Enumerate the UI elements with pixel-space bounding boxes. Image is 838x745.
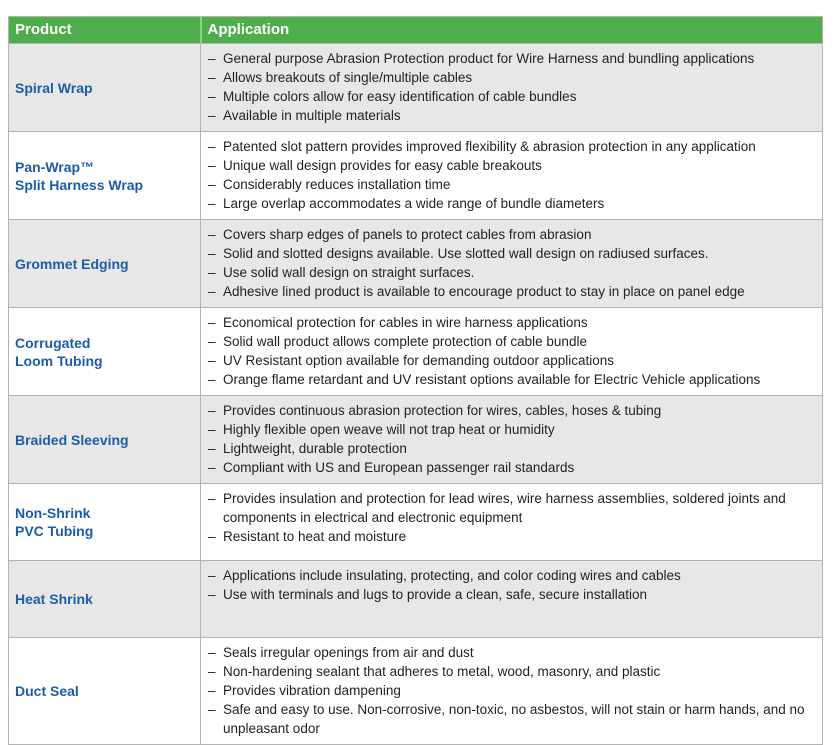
bullet-dash: – (208, 334, 216, 349)
bullet-text: Seals irregular openings from air and dust (223, 645, 474, 660)
bullet-dash: – (208, 89, 216, 104)
bullet-dash: – (208, 265, 216, 280)
bullet-text: UV Resistant option available for demanding outdoor applications (223, 353, 614, 368)
application-bullet (208, 225, 814, 244)
bullet-text: Compliant with US and European passenger rail standards (223, 460, 575, 475)
application-bullet (208, 175, 814, 194)
bullet-text: Orange flame retardant and UV resistant options available for Electric Vehicle applications (223, 372, 761, 387)
column-header-application: Application (201, 17, 823, 44)
header-row (9, 17, 823, 44)
product-name: Spiral Wrap (9, 44, 201, 132)
application-bullet (208, 681, 814, 700)
application-bullet (208, 87, 814, 106)
product-name: Braided Sleeving (9, 396, 201, 484)
table-row (9, 638, 823, 745)
table-body (9, 44, 823, 745)
bullet-dash: – (208, 315, 216, 330)
bullet-dash: – (208, 227, 216, 242)
bullet-text: Economical protection for cables in wire harness applications (223, 315, 588, 330)
application-bullet (208, 49, 814, 68)
application-list (201, 44, 823, 132)
bullet-text: Available in multiple materials (223, 108, 401, 123)
application-list (201, 484, 823, 561)
bullet-dash: – (208, 529, 216, 544)
bullet-dash: – (208, 51, 216, 66)
application-bullet (208, 68, 814, 87)
product-name: Non-Shrink PVC Tubing (9, 484, 201, 561)
bullet-text: Large overlap accommodates a wide range of bundle diameters (223, 196, 605, 211)
bullet-dash: – (208, 108, 216, 123)
product-name: Pan-Wrap™ Split Harness Wrap (9, 132, 201, 220)
application-list (201, 132, 823, 220)
bullet-dash: – (208, 177, 216, 192)
product-name: Grommet Edging (9, 220, 201, 308)
table-row (9, 484, 823, 561)
application-bullet (208, 156, 814, 175)
bullet-text: Resistant to heat and moisture (223, 529, 407, 544)
bullet-dash: – (208, 702, 216, 717)
bullet-text: Safe and easy to use. Non-corrosive, non-toxic, no asbestos, will not stain or harm hands, and no unpleasant odor (223, 702, 805, 736)
bullet-dash: – (208, 645, 216, 660)
bullet-dash: – (208, 683, 216, 698)
bullet-text: Solid and slotted designs available. Use slotted wall design on radiused surfaces. (223, 246, 709, 261)
bullet-text: Allows breakouts of single/multiple cables (223, 70, 473, 85)
bullet-dash: – (208, 158, 216, 173)
bullet-text: General purpose Abrasion Protection product for Wire Harness and bundling applications (223, 51, 755, 66)
table-row (9, 561, 823, 638)
application-bullet (208, 489, 814, 527)
application-bullet (208, 401, 814, 420)
bullet-text: Applications include insulating, protecting, and color coding wires and cables (223, 568, 681, 583)
table-row (9, 132, 823, 220)
application-list (201, 220, 823, 308)
bullet-text: Use with terminals and lugs to provide a clean, safe, secure installation (223, 587, 647, 602)
application-bullet (208, 700, 814, 738)
application-bullet (208, 313, 814, 332)
bullet-dash: – (208, 664, 216, 679)
application-bullet (208, 527, 814, 546)
product-name: Duct Seal (9, 638, 201, 745)
bullet-dash: – (208, 460, 216, 475)
bullet-dash: – (208, 246, 216, 261)
bullet-text: Provides insulation and protection for lead wires, wire harness assemblies, soldered joints and components in electrical and electronic equipment (223, 491, 786, 525)
bullet-text: Provides continuous abrasion protection for wires, cables, hoses & tubing (223, 403, 662, 418)
application-bullet (208, 439, 814, 458)
bullet-dash: – (208, 139, 216, 154)
bullet-text: Provides vibration dampening (223, 683, 401, 698)
application-bullet (208, 263, 814, 282)
application-bullet (208, 458, 814, 477)
application-bullet (208, 662, 814, 681)
table-row (9, 44, 823, 132)
bullet-dash: – (208, 353, 216, 368)
bullet-dash: – (208, 587, 216, 602)
bullet-dash: – (208, 372, 216, 387)
application-bullet (208, 106, 814, 125)
column-header-product: Product (9, 17, 201, 44)
application-bullet (208, 566, 814, 585)
bullet-text: Use solid wall design on straight surfaces. (223, 265, 475, 280)
bullet-text: Highly flexible open weave will not trap heat or humidity (223, 422, 555, 437)
application-bullet (208, 643, 814, 662)
application-bullet (208, 194, 814, 213)
application-list (201, 308, 823, 396)
table-row (9, 220, 823, 308)
bullet-text: Non-hardening sealant that adheres to metal, wood, masonry, and plastic (223, 664, 661, 679)
application-bullet (208, 351, 814, 370)
product-application-table (8, 16, 823, 745)
application-bullet (208, 420, 814, 439)
application-bullet (208, 137, 814, 156)
application-bullet (208, 244, 814, 263)
bullet-dash: – (208, 422, 216, 437)
application-bullet (208, 370, 814, 389)
product-name: Corrugated Loom Tubing (9, 308, 201, 396)
table-header (9, 17, 823, 44)
bullet-text: Considerably reduces installation time (223, 177, 451, 192)
bullet-dash: – (208, 284, 216, 299)
bullet-dash: – (208, 196, 216, 211)
bullet-dash: – (208, 70, 216, 85)
bullet-text: Adhesive lined product is available to encourage product to stay in place on panel edge (223, 284, 745, 299)
bullet-dash: – (208, 403, 216, 418)
bullet-dash: – (208, 568, 216, 583)
application-list (201, 638, 823, 745)
product-name: Heat Shrink (9, 561, 201, 638)
bullet-text: Solid wall product allows complete protection of cable bundle (223, 334, 587, 349)
bullet-dash: – (208, 441, 216, 456)
table-row (9, 396, 823, 484)
bullet-text: Unique wall design provides for easy cable breakouts (223, 158, 542, 173)
bullet-text: Multiple colors allow for easy identification of cable bundles (223, 89, 577, 104)
bullet-text: Covers sharp edges of panels to protect cables from abrasion (223, 227, 592, 242)
bullet-dash: – (208, 491, 216, 506)
application-bullet (208, 585, 814, 604)
table-row (9, 308, 823, 396)
application-list (201, 396, 823, 484)
application-bullet (208, 282, 814, 301)
bullet-text: Lightweight, durable protection (223, 441, 407, 456)
application-list (201, 561, 823, 638)
bullet-text: Patented slot pattern provides improved flexibility & abrasion protection in any application (223, 139, 756, 154)
application-bullet (208, 332, 814, 351)
